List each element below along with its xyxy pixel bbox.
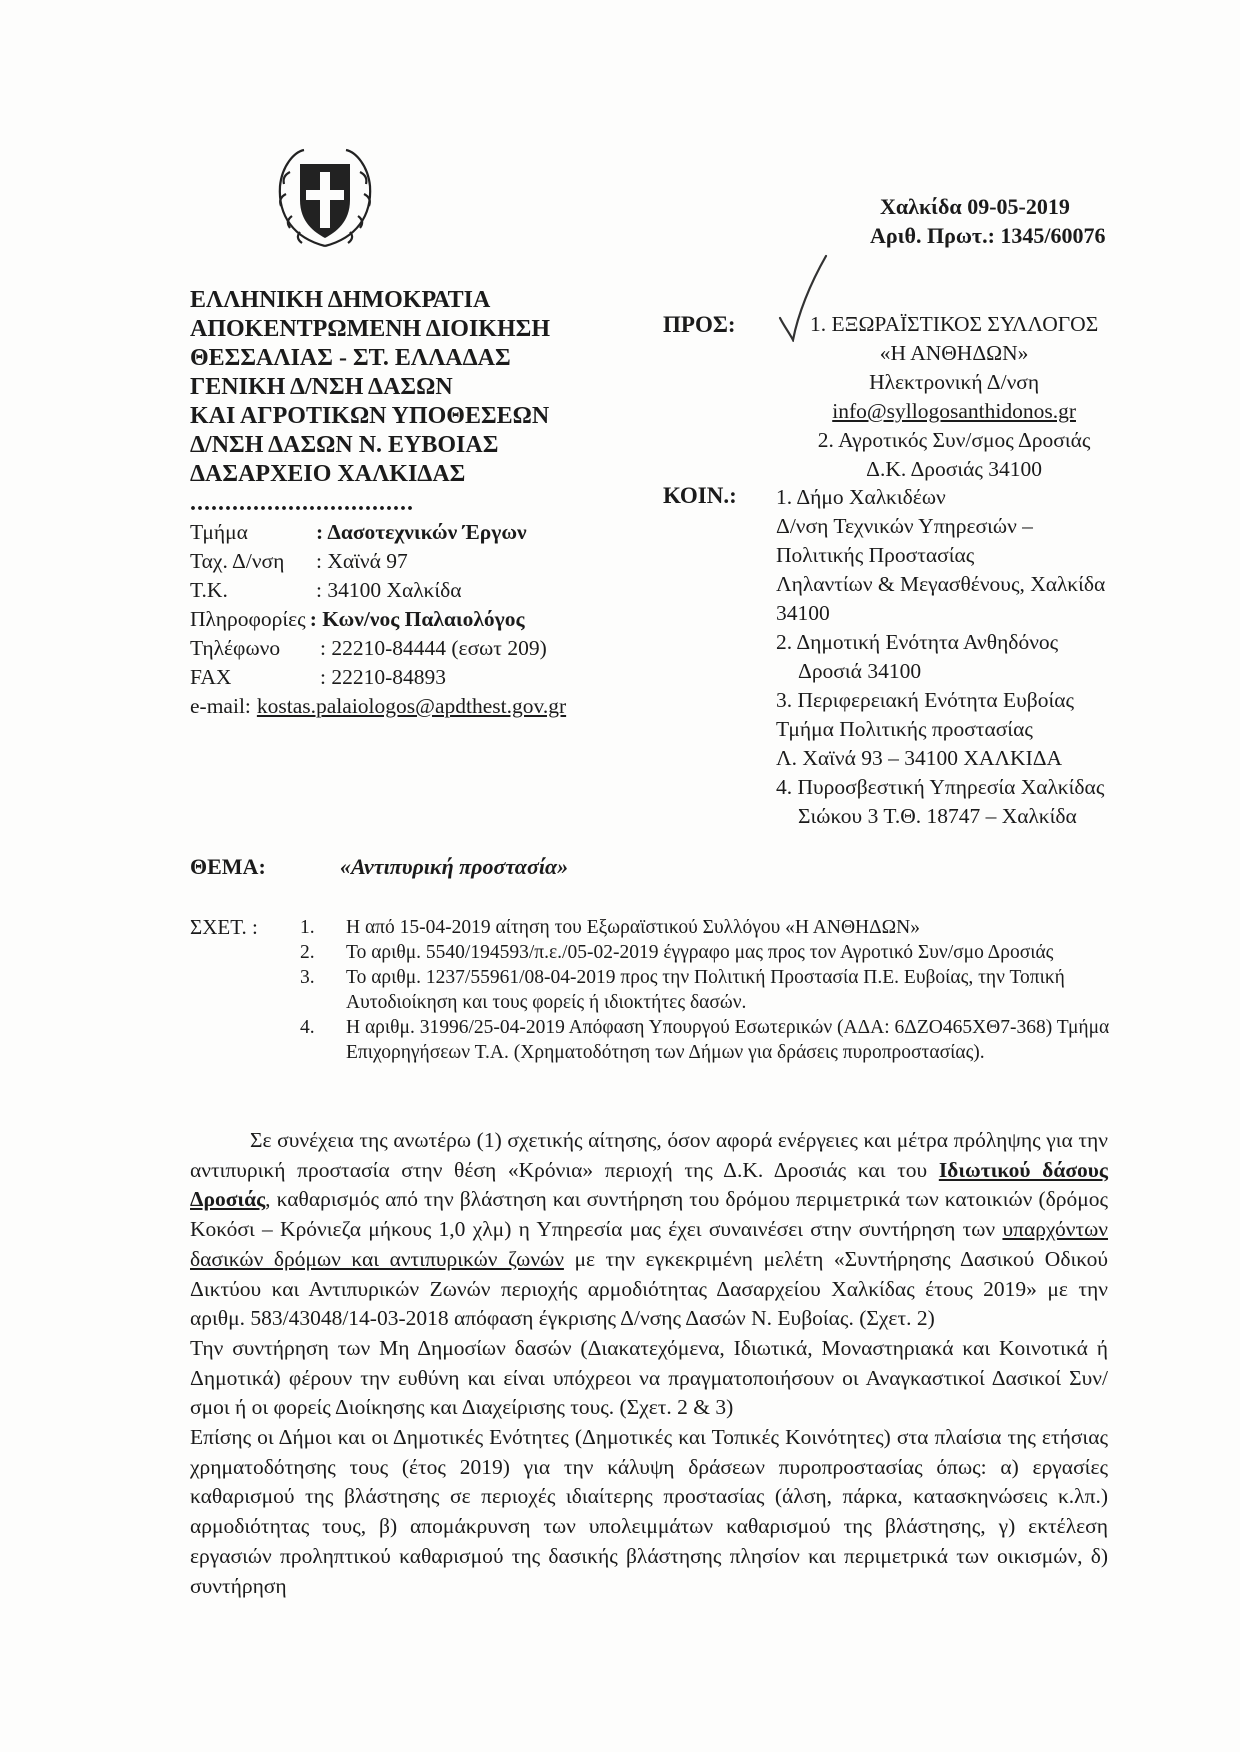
- recipient-1-email-link[interactable]: info@syllogosanthidonos.gr: [832, 399, 1076, 423]
- issuer-line: ΓΕΝΙΚΗ Δ/ΝΣΗ ΔΑΣΩΝ: [190, 374, 453, 400]
- coat-of-arms-emblem: [270, 142, 380, 254]
- reference-text: Το αριθμ. 1237/55961/08-04-2019 προς την Πολιτική Προστασία Π.Ε. Ευβοίας, την Τοπική Αυτοδιοίκηση και τους φορείς ή ιδιοκτήτες δασών.: [346, 967, 1065, 1013]
- department-value: : Δασοτεχνικών Έργων: [316, 520, 527, 544]
- cc-line: 4. Πυροσβεστική Υπηρεσία Χαλκίδας: [776, 775, 1105, 799]
- references-label: ΣΧΕΤ. :: [190, 915, 258, 939]
- email-label: e-mail:: [190, 694, 251, 718]
- postal-code-value: : 34100 Χαλκίδα: [316, 578, 462, 602]
- reference-item: [300, 940, 1160, 965]
- date-line: Χαλκίδα 09-05-2019: [880, 194, 1070, 219]
- cc-line: Λ. Χαϊνά 93 – 34100 ΧΑΛΚΙΔΑ: [776, 746, 1063, 770]
- info-label: Πληροφορίες: [190, 607, 306, 631]
- forest-roads-emphasis: υπαρχόντων δασικών δρόμων και αντιπυρικών ζωνών: [190, 1217, 1108, 1271]
- fax-label: FAX: [190, 665, 232, 689]
- reference-text: Το αριθμ. 5540/194593/π.ε./05-02-2019 έγγραφο μας προς τον Αγροτικό Συν/σμο Δροσιάς: [346, 942, 1054, 963]
- recipient-2-address: Δ.Κ. Δροσιάς 34100: [866, 457, 1043, 481]
- reference-number: 4.: [300, 1017, 315, 1038]
- cc-label: ΚΟΙΝ.:: [663, 483, 737, 508]
- body-text-segment: , καθαρισμός από την βλάστηση και συντήρηση του δρόμου περιμετρικά των κατοικιών (δρόμος Κοκόσι – Κρόνιεζα μήκους 1,0 χλμ) η Υπηρεσία μας έχει συναινέσει στην συντήρηση των: [190, 1187, 1108, 1242]
- cc-line: 1. Δήμο Χαλκιδέων: [776, 485, 946, 509]
- email-link[interactable]: kostas.palaiologos@apdthest.gov.gr: [256, 694, 567, 718]
- date-protocol-block: [870, 192, 1106, 250]
- phone-label: Τηλέφωνο: [190, 636, 281, 660]
- cc-line: Ληλαντίων & Μεγασθένους, Χαλκίδα: [776, 572, 1106, 596]
- body-paragraph-1: [190, 1126, 1108, 1334]
- postal-code-label: Τ.Κ.: [190, 578, 228, 602]
- recipients-block: [790, 310, 1098, 484]
- cc-line: Τμήμα Πολιτικής προστασίας: [776, 717, 1033, 741]
- body-text-segment: Σε συνέχεια της ανωτέρω (1) σχετικής αίτησης, όσον αφορά ενέργειες και μέτρα πρόληψης για την αντιπυρική προστασία στην θέση «Κρόνια» περιοχή της Δ.Κ. Δροσιάς και του: [190, 1128, 1108, 1182]
- reference-text: Η από 15-04-2019 αίτηση του Εξωραϊστικού Συλλόγου «Η ΑΝΘΗΔΩΝ»: [346, 917, 920, 938]
- phone-value: : 22210-84444 (εσωτ 209): [320, 636, 547, 660]
- cc-line: 3. Περιφερειακή Ενότητα Ευβοίας: [776, 688, 1075, 712]
- cc-line: Δ/νση Τεχνικών Υπηρεσιών –: [776, 514, 1033, 538]
- recipient-1-email-label: Ηλεκτρονική Δ/νση: [869, 370, 1040, 394]
- info-value: : Κων/νος Παλαιολόγος: [309, 607, 525, 631]
- issuer-line: ΚΑΙ ΑΓΡΟΤΙΚΩΝ ΥΠΟΘΕΣΕΩΝ: [190, 403, 550, 429]
- reference-item: [300, 965, 1160, 1015]
- subject-label: ΘΕΜΑ:: [190, 854, 266, 879]
- body-paragraph-3: Επίσης οι Δήμοι και οι Δημοτικές Ενότητες (Δημοτικές και Τοπικές Κοινότητες) στα πλαίσια της ετήσιας χρηματοδότησης τους (έτος 2019) για την κάλυψη δράσεων πυροπροστασίας όπως: α) εργασίες καθαρισμού της βλάστησης σε περιοχές ιδιαίτερης προστασίας (άλση, πάρκα, κατασκηνώσεις κ.λπ.) αρμοδιότητας τους, β) απομάκρυνση των υπολειμμάτων καθαρισμού της βλάστησης, γ) εκτέλεση εργασιών προληπτικού καθαρισμού της δασικής βλάστησης πλησίον και περιμετρικά των οικισμών, δ) συντήρηση: [190, 1425, 1108, 1598]
- cc-list: [776, 483, 1105, 831]
- contact-details: [190, 518, 566, 721]
- subject-text: «Αντιπυρική προστασία»: [340, 854, 569, 879]
- fax-value: : 22210-84893: [320, 665, 447, 689]
- private-forest-emphasis: Ιδιωτικού δάσους Δροσιάς: [190, 1157, 1108, 1212]
- reference-number: 3.: [300, 967, 315, 988]
- reference-text: Η αριθμ. 31996/25-04-2019 Απόφαση Υπουργού Εσωτερικών (ΑΔΑ: 6ΔΖΟ465ΧΘ7-368) Τμήμα Επιχορηγήσεων Τ.Α. (Χρηματοδότηση των Δήμων για δράσεις πυροπροστασίας).: [346, 1017, 1110, 1063]
- reference-item: [300, 915, 1160, 940]
- reference-number: 1.: [300, 917, 315, 938]
- issuer-line: ΔΑΣΑΡΧΕΙΟ ΧΑΛΚΙΔΑΣ: [190, 461, 466, 487]
- recipient-1-org: «Η ΑΝΘΗΔΩΝ»: [879, 341, 1029, 365]
- reference-number: 2.: [300, 942, 315, 963]
- address-value: : Χαϊνά 97: [316, 549, 408, 573]
- reference-item: [300, 1015, 1160, 1065]
- address-label: Ταχ. Δ/νση: [190, 549, 285, 573]
- department-label: Τμήμα: [190, 520, 248, 544]
- issuer-line: ΘΕΣΣΑΛΙΑΣ - ΣΤ. ΕΛΛΑΔΑΣ: [190, 345, 511, 371]
- recipient-2-name: 2. Αγροτικός Συν/σμος Δροσιάς: [817, 428, 1091, 452]
- cc-line: Δροσιά 34100: [798, 659, 922, 683]
- cc-line: 34100: [776, 601, 830, 625]
- body-text-segment: με την εγκεκριμένη μελέτη «Συντήρησης Δασικού Οδικού Δικτύου και Αντιπυρικών Ζωνών περιοχής αρμοδιότητας Δασαρχείου Χαλκίδας έτους 2019» με την αριθμ. 583/43048/14-03-2018 απόφαση έγκρισης Δ/νσης Δασών Ν. Ευβοίας. (Σχετ. 2): [190, 1246, 1108, 1331]
- issuer-line: ΑΠΟΚΕΝΤΡΩΜΕΝΗ ΔΙΟΙΚΗΣΗ: [190, 316, 550, 342]
- references-list: [300, 915, 1160, 1065]
- body-paragraph-2: Την συντήρηση των Μη Δημοσίων δασών (Διακατεχόμενα, Ιδιωτικά, Μοναστηριακά και Κοινοτικά ή Δημοτικά) φέρουν την ευθύνη και είναι υπόχρεοι να πραγματοποιήσουν οι Αναγκαστικοί Δασικοί Συν/σμοι ή οι φορείς Διοίκησης και Διαχείρισης τους. (Σχετ. 2 & 3): [190, 1335, 1108, 1420]
- cc-line: 2. Δημοτική Ενότητα Ανθηδόνος: [776, 630, 1059, 654]
- issuer-line: Δ/ΝΣΗ ΔΑΣΩΝ Ν. ΕΥΒΟΙΑΣ: [190, 432, 499, 458]
- cc-line: Σιώκου 3 Τ.Θ. 18747 – Χαλκίδα: [798, 804, 1077, 828]
- issuer-line: ΕΛΛΗΝΙΚΗ ΔΗΜΟΚΡΑΤΙΑ: [190, 287, 491, 313]
- dotted-separator: ................................: [190, 490, 414, 516]
- letter-body: [190, 1126, 1108, 1601]
- protocol-number: Αριθ. Πρωτ.: 1345/60076: [870, 223, 1106, 248]
- to-label: ΠΡΟΣ:: [663, 312, 736, 337]
- recipient-1-name: 1. ΕΞΩΡΑΪΣΤΙΚΟΣ ΣΥΛΛΟΓΟΣ: [810, 312, 1099, 336]
- cc-line: Πολιτικής Προστασίας: [776, 543, 975, 567]
- issuer-block: [190, 286, 550, 518]
